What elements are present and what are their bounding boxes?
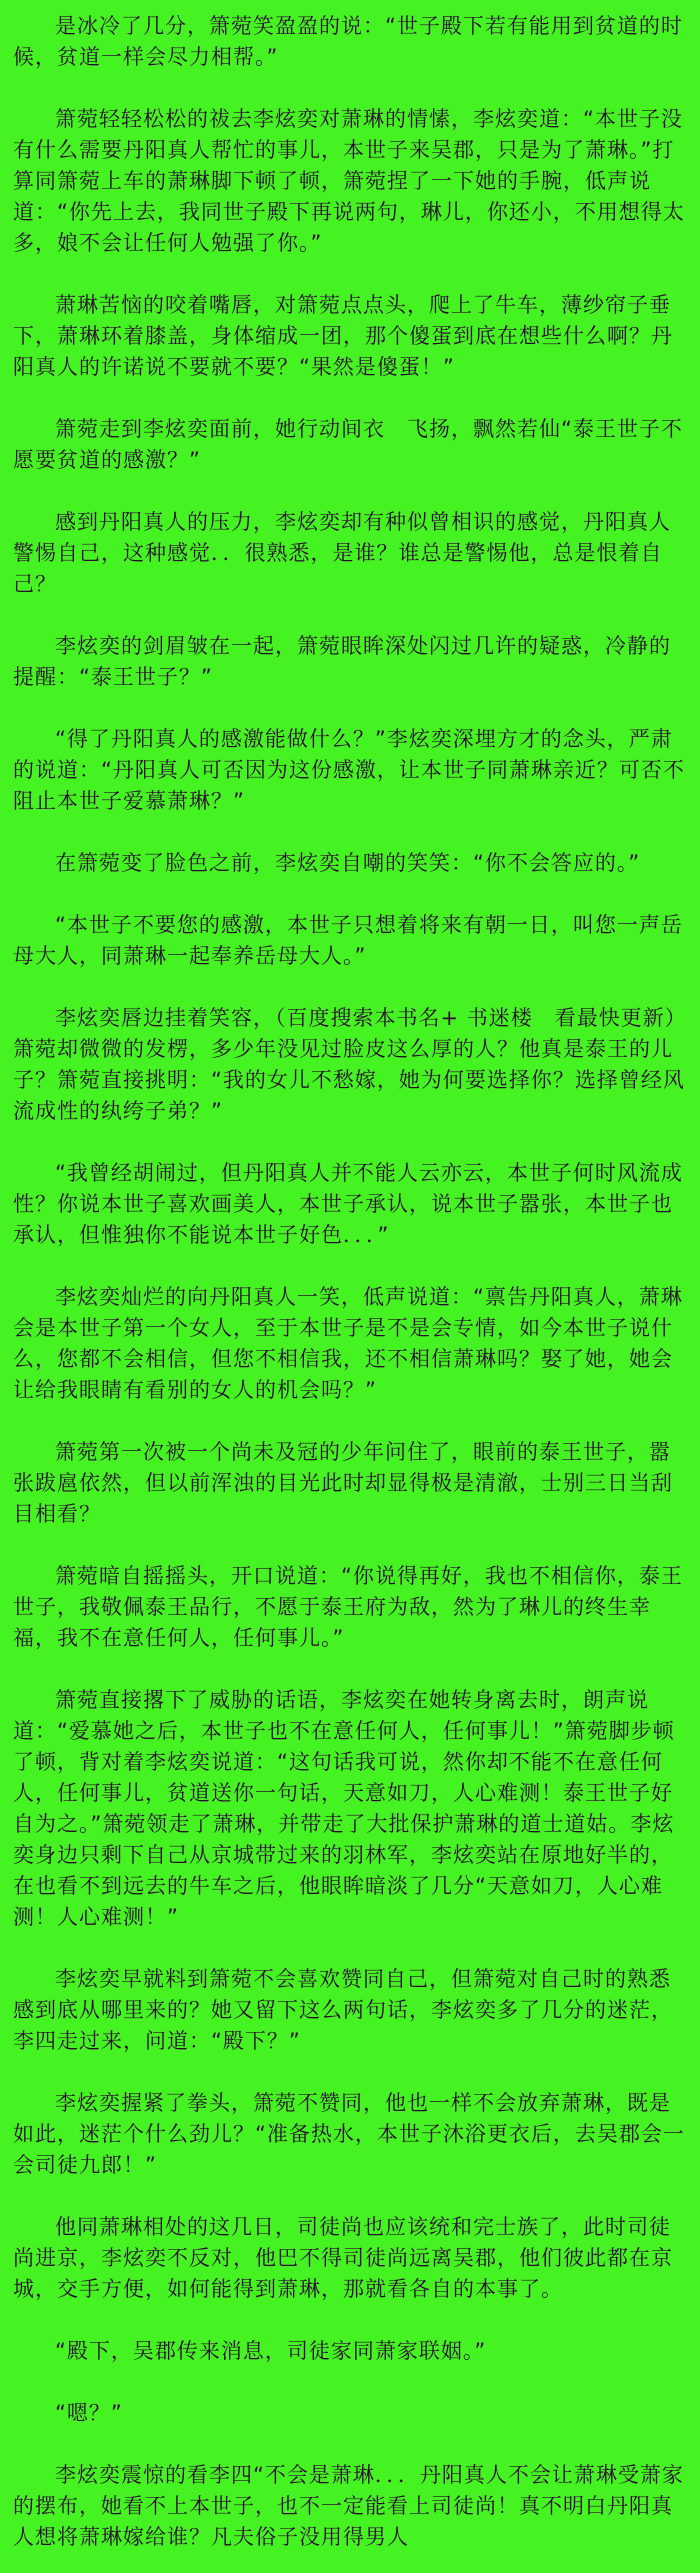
novel-paragraph: 箫菀走到李炫奕面前，她行动间衣 飞扬，飘然若仙“泰王世子不愿要贫道的感激？” [13, 417, 683, 472]
novel-paragraph: 李炫奕的剑眉皱在一起，箫菀眼眸深处闪过几许的疑惑，冷静的提醒：“泰王世子？” [13, 634, 671, 689]
novel-paragraph: “殿下，吴郡传来消息，司徒家同萧家联姻。” [55, 2339, 487, 2363]
novel-paragraph: 李炫奕灿烂的向丹阳真人一笑，低声说道：“禀告丹阳真人，萧琳会是本世子第一个女人，至于本世子是不是会专情，如今本世子说什么，您都不会相信，但您不相信我，还不相信萧琳吗？娶了她，她会让给我眼睛有看别的女人的机会吗？” [13, 1285, 683, 1402]
novel-paragraph: 萧琳苦恼的咬着嘴唇，对箫菀点点头，爬上了牛车，薄纱帘子垂下，萧琳环着膝盖，身体缩成一团，那个傻蛋到底在想些什么啊？丹阳真人的许诺说不要就不要？“果然是傻蛋！” [13, 293, 673, 379]
novel-paragraph: 在箫菀变了脸色之前，李炫奕自嘲的笑笑：“你不会答应的。” [55, 851, 641, 875]
novel-paragraph: 他同萧琳相处的这几日，司徒尚也应该统和完士族了，此时司徒尚进京，李炫奕不反对，他巴不得司徒尚远离吴郡，他们彼此都在京城，交手方便，如何能得到萧琳，那就看各自的本事了。 [13, 2215, 673, 2301]
novel-paragraph: 箫菀暗自摇摇头，开口说道：“你说得再好，我也不相信你，泰王世子，我敬佩泰王品行，不愿于泰王府为敌，然为了琳儿的终生幸福，我不在意任何人，任何事儿。” [13, 1564, 683, 1650]
novel-paragraph: 李炫奕唇边挂着笑容，（百度搜索本书名+ 书迷楼 看最快更新）箫菀却微微的发楞，多少年没见过脸皮这么厚的人？他真是泰王的儿子？箫菀直接挑明：“我的女儿不愁嫁，她为何要选择你？选择曾经风流成性的纨绔子弟？” [13, 1006, 687, 1123]
novel-paragraph: 李炫奕震惊的看李四“不会是萧琳．．．丹阳真人不会让萧琳受萧家的摆布，她看不上本世子，也不一定能看上司徒尚！真不明白丹阳真人想将萧琳嫁给谁？凡夫俗子没用得男人 [13, 2463, 684, 2549]
novel-paragraph: “得了丹阳真人的感激能做什么？”李炫奕深埋方才的念头，严肃的说道：“丹阳真人可否因为这份感激，让本世子同萧琳亲近？可否不阻止本世子爱慕萧琳？” [13, 727, 685, 813]
novel-paragraph: 箫菀轻轻松松的祓去李炫奕对萧琳的情愫，李炫奕道：“本世子没有什么需要丹阳真人帮忙的事儿，本世子来吴郡，只是为了萧琳。”打算同箫菀上车的萧琳脚下顿了顿，箫菀捏了一下她的手腕，低声说道：“你先上去，我同世子殿下再说两句，琳儿，你还小，不用想得太多，娘不会让任何人勉强了你。” [13, 107, 685, 255]
novel-paragraph: 李炫奕握紧了拳头，箫菀不赞同，他也一样不会放弃萧琳，既是如此，迷茫个什么劲儿？“准备热水，本世子沐浴更衣后，去吴郡会一会司徒九郎！” [13, 2091, 685, 2177]
novel-paragraph: 箫菀直接撂下了威胁的话语，李炫奕在她转身离去时，朗声说道：“爱慕她之后，本世子也不在意任何人，任何事儿！”箫菀脚步顿了顿，背对着李炫奕说道：“这句话我可说，然你却不能不在意任何人，任何事儿，贫道送你一句话，天意如刀，人心难测！泰王世子好自为之。”箫菀领走了萧琳，并带走了大批保护萧琳的道士道姑。李炫奕身边只剩下自己从京城带过来的羽林军，李炫奕站在原地好半的，在也看不到远去的牛车之后，他眼眸暗淡了几分“天意如刀，人心难测！人心难测！” [13, 1688, 675, 1929]
novel-paragraph: “我曾经胡闹过，但丹阳真人并不能人云亦云，本世子何时风流成性？你说本世子喜欢画美人，本世子承认，说本世子嚣张，本世子也承认，但惟独你不能说本世子好色．．．” [13, 1161, 683, 1247]
novel-paragraph: 箫菀第一次被一个尚未及冠的少年问住了，眼前的泰王世子，嚣张跋扈依然，但以前浑浊的目光此时却显得极是清澈，士别三日当刮目相看？ [13, 1440, 673, 1526]
novel-paragraph: “本世子不要您的感激，本世子只想着将来有朝一日，叫您一声岳母大人，同萧琳一起奉养岳母大人。” [13, 913, 683, 968]
novel-paragraph: 是冰冷了几分，箫菀笑盈盈的说：“世子殿下若有能用到贫道的时候，贫道一样会尽力相帮。” [13, 14, 683, 69]
novel-paragraph: “嗯？” [55, 2401, 123, 2425]
novel-paragraph: 感到丹阳真人的压力，李炫奕却有种似曾相识的感觉，丹阳真人警惕自己，这种感觉．．很熟悉，是谁？谁总是警惕他，总是恨着自己？ [13, 510, 671, 596]
novel-paragraph: 李炫奕早就料到箫菀不会喜欢赞同自己，但箫菀对自己时的熟悉感到底从哪里来的？她又留下这么两句话，李炫奕多了几分的迷茫，李四走过来，问道：“殿下？” [13, 1967, 673, 2053]
